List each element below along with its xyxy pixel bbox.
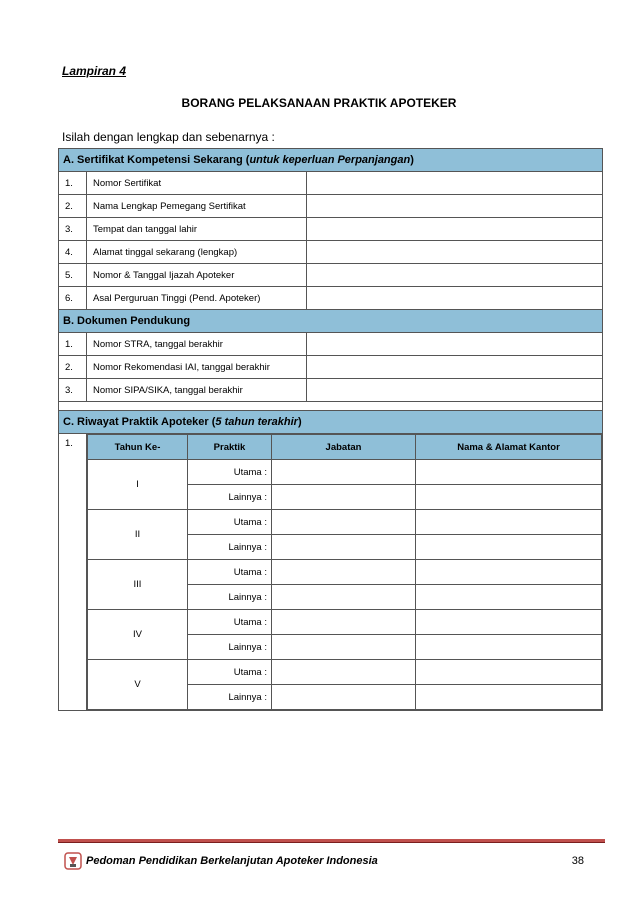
year-label: IV [88, 610, 188, 660]
row-number: 1. [59, 434, 87, 711]
table-row [59, 195, 603, 218]
row-number: 2. [59, 356, 87, 379]
history-table [87, 434, 602, 710]
form-title: BORANG PELAKSANAAN PRAKTIK APOTEKER [181, 96, 457, 110]
row-number: 2. [59, 195, 87, 218]
kantor-field[interactable] [416, 685, 602, 710]
row-label: Nomor Rekomendasi IAI, tanggal berakhir [87, 356, 307, 379]
footer-text: Pedoman Pendidikan Berkelanjutan Apoteker Indonesia [86, 855, 378, 867]
row-number: 3. [59, 379, 87, 402]
practice-form-table [58, 148, 603, 711]
kantor-field[interactable] [416, 560, 602, 585]
row-label: Nomor Sertifikat [87, 172, 307, 195]
kantor-field[interactable] [416, 460, 602, 485]
year-label: III [88, 560, 188, 610]
praktik-lainnya-label: Lainnya : [188, 485, 272, 510]
row-number: 3. [59, 218, 87, 241]
table-row [59, 356, 603, 379]
section-b-header-row [59, 310, 603, 333]
praktik-lainnya-label: Lainnya : [188, 635, 272, 660]
praktik-utama-label: Utama : [188, 610, 272, 635]
spacer-row [59, 402, 603, 411]
table-row [88, 510, 602, 535]
section-a-title-text: A. Sertifikat Kompetensi Sekarang ( [63, 154, 250, 166]
section-b-title [59, 310, 603, 333]
section-a-answer-field[interactable] [307, 287, 603, 310]
kantor-field[interactable] [416, 660, 602, 685]
spacer-cell [59, 402, 603, 411]
kantor-field[interactable] [416, 535, 602, 560]
table-row [88, 610, 602, 635]
section-a-answer-field[interactable] [307, 241, 603, 264]
jabatan-field[interactable] [272, 610, 416, 635]
praktik-lainnya-label: Lainnya : [188, 685, 272, 710]
section-a-answer-field[interactable] [307, 264, 603, 287]
kantor-field[interactable] [416, 610, 602, 635]
section-c-title [59, 411, 603, 434]
year-label: II [88, 510, 188, 560]
jabatan-field[interactable] [272, 585, 416, 610]
section-a-title [59, 149, 603, 172]
jabatan-field[interactable] [272, 460, 416, 485]
table-row [59, 172, 603, 195]
kantor-field[interactable] [416, 485, 602, 510]
section-b-answer-field[interactable] [307, 379, 603, 402]
table-row [88, 560, 602, 585]
row-number: 1. [59, 172, 87, 195]
row-label: Nomor SIPA/SIKA, tanggal berakhir [87, 379, 307, 402]
section-a-answer-field[interactable] [307, 172, 603, 195]
row-number: 5. [59, 264, 87, 287]
section-a-answer-field[interactable] [307, 218, 603, 241]
instruction-text: Isilah dengan lengkap dan sebenarnya : [62, 130, 275, 144]
footer-divider [58, 839, 605, 843]
col-header-kantor: Nama & Alamat Kantor [416, 435, 602, 460]
praktik-utama-label: Utama : [188, 560, 272, 585]
jabatan-field[interactable] [272, 660, 416, 685]
jabatan-field[interactable] [272, 635, 416, 660]
row-label: Nomor STRA, tanggal berakhir [87, 333, 307, 356]
row-label: Nomor & Tanggal Ijazah Apoteker [87, 264, 307, 287]
section-b-answer-field[interactable] [307, 333, 603, 356]
section-c-header-row [59, 411, 603, 434]
jabatan-field[interactable] [272, 685, 416, 710]
year-label: I [88, 460, 188, 510]
row-label: Nama Lengkap Pemegang Sertifikat [87, 195, 307, 218]
praktik-utama-label: Utama : [188, 510, 272, 535]
row-number: 1. [59, 333, 87, 356]
row-label: Alamat tinggal sekarang (lengkap) [87, 241, 307, 264]
section-c-title-end: ) [297, 416, 302, 428]
jabatan-field[interactable] [272, 560, 416, 585]
page-number: 38 [571, 855, 584, 867]
col-header-tahun: Tahun Ke- [88, 435, 188, 460]
section-c-title-italic: 5 tahun terakhir [215, 416, 298, 428]
table-row [59, 218, 603, 241]
kantor-field[interactable] [416, 585, 602, 610]
table-row [59, 333, 603, 356]
table-row [59, 264, 603, 287]
jabatan-field[interactable] [272, 510, 416, 535]
section-b-answer-field[interactable] [307, 356, 603, 379]
row-label: Asal Perguruan Tinggi (Pend. Apoteker) [87, 287, 307, 310]
col-header-praktik: Praktik [188, 435, 272, 460]
table-row [59, 379, 603, 402]
table-row [88, 460, 602, 485]
section-a-title-end: ) [410, 154, 414, 166]
section-c-title-text: C. Riwayat Praktik Apoteker ( [63, 416, 216, 428]
praktik-lainnya-label: Lainnya : [188, 585, 272, 610]
section-b-title-text: B. Dokumen Pendukung [63, 315, 191, 327]
section-a-answer-field[interactable] [307, 195, 603, 218]
history-header-row [88, 435, 602, 460]
praktik-utama-label: Utama : [188, 460, 272, 485]
section-a-title-italic: untuk keperluan Perpanjangan [249, 154, 411, 166]
praktik-lainnya-label: Lainnya : [188, 535, 272, 560]
section-a-header-row [59, 149, 603, 172]
year-label: V [88, 660, 188, 710]
jabatan-field[interactable] [272, 535, 416, 560]
history-cell [87, 434, 603, 711]
table-row [59, 241, 603, 264]
kantor-field[interactable] [416, 510, 602, 535]
col-header-jabatan: Jabatan [272, 435, 416, 460]
footer-title [62, 855, 582, 867]
appendix-label: Lampiran 4 [62, 64, 127, 78]
row-label: Tempat dan tanggal lahir [87, 218, 307, 241]
kantor-field[interactable] [416, 635, 602, 660]
row-number: 4. [59, 241, 87, 264]
jabatan-field[interactable] [272, 485, 416, 510]
row-number: 6. [59, 287, 87, 310]
table-row [88, 660, 602, 685]
praktik-utama-label: Utama : [188, 660, 272, 685]
section-c-body-row [59, 434, 603, 711]
table-row [59, 287, 603, 310]
